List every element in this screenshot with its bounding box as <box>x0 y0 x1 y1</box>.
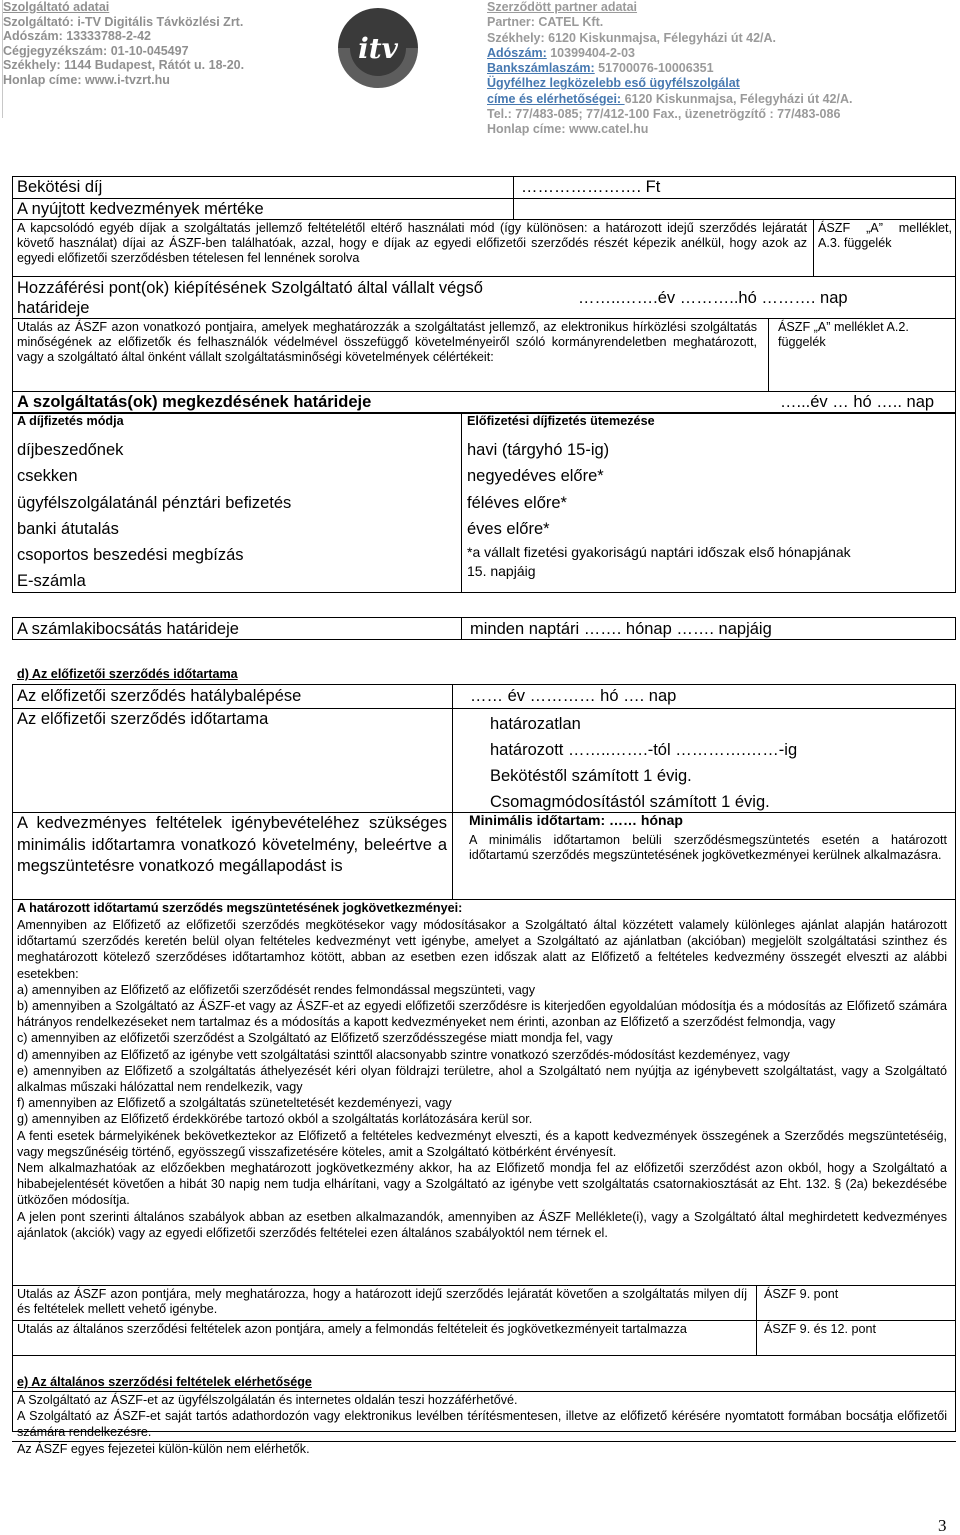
provider-web-label: Honlap címe: <box>3 72 85 87</box>
payment-method-item: ügyfélszolgálatánál pénztári befizetés <box>17 493 292 512</box>
availability-body <box>17 1392 947 1457</box>
partner-web: www.catel.hu <box>568 122 649 137</box>
connection-fee-value: …………………. Ft <box>521 178 661 196</box>
contract-effective-label: Az előfizetői szerződés hatálybalépése <box>17 687 302 705</box>
consequence-case: c) amennyiben az előfizetői szerződést a Szolgáltató az Előfizető szerződésszegése miatt mondja fel, vagy <box>17 1031 613 1046</box>
col-divider <box>756 1285 757 1355</box>
duration-from-package: Csomagmódosítástól számított 1 évig. <box>490 793 770 811</box>
service-start-label: A szolgáltatás(ok) megkezdésének határideje <box>17 393 372 411</box>
partner-name-label: Partner: <box>487 15 539 30</box>
partner-bank-label: Bankszámlaszám: <box>487 61 595 76</box>
col-divider <box>768 318 769 391</box>
consequence-case: b) amennyiben a Szolgáltató az ÁSZF-et vagy az ÁSZF-et az egyedi előfizetői szerződésre is kiterjedően egyoldalúan módosítja és a módosítás az Előfizető számára hátrányos rendelkezéseket nem tartalmaz és a módosítás a kapott kedvezményeket nem érinti, azonban az Előfizető a szerződést felmondja, vagy <box>17 999 947 1030</box>
minimum-term-value: Minimális időtartam: …… hónap <box>469 812 683 828</box>
invoice-deadline-value: minden naptári ……. hónap ……. napjáig <box>470 620 772 638</box>
access-deadline-label: Hozzáférési pont(ok) kiépítésének Szolgáltató által vállalt végső határideje <box>17 279 483 317</box>
quality-requirements-text: Utalás az ÁSZF azon vonatkozó pontjaira, amelyek meghatározzák a szolgáltatást jellemző, az elektronikus hírközlési szolgáltatás minőségének az előfizetők és felhasználók védelmével összefüggő követelményeiről szóló kormányrendeletben meghatározott, vagy a szolgáltató által önként vállalt szolgáltatásminőségi követelmények célértékeit: <box>17 320 757 365</box>
partner-bank: 51700076-10006351 <box>594 61 714 76</box>
payment-schedule-item: negyedéves előre* <box>467 467 604 486</box>
availability-line: A Szolgáltató az ÁSZF-et az ügyfélszolgálatán és internetes oldalán teszi hozzáférhetővé. <box>17 1393 518 1407</box>
termination-reference-text: Utalás az általános szerződési feltételek azon pontjára, amely a felmondás feltételeit és jogkövetkezményeit tartalmazza <box>17 1322 687 1336</box>
consequences-body <box>17 917 947 1241</box>
payment-method-header: A díjfizetés módja <box>17 414 124 428</box>
provider-reg: 01-10-045497 <box>110 43 189 58</box>
partner-title: Szerződött partner adatai <box>487 0 638 14</box>
page-number: 3 <box>938 1516 947 1535</box>
payment-method-item: E-számla <box>17 572 86 591</box>
col-divider <box>513 176 514 219</box>
payment-schedule-item: havi (tárgyhó 15-ig) <box>467 441 610 459</box>
payment-schedule-note: *a vállalt fizetési gyakoriságú naptári időszak első hónapjának 15. napjáig <box>467 544 851 579</box>
consequence-case: g) amennyiben az Előfizető érdekkörébe tartozó okból a szolgáltatás korlátozására kerül sor. <box>17 1112 533 1127</box>
minimum-term-text: A minimális időtartamon belüli szerződésmegszüntetés esetén a határozott időtartamú szerződés megszüntetésének jogkövetkezményei kerülnek alkalmazásra. <box>469 833 947 863</box>
payment-methods-list <box>17 437 291 595</box>
partner-block <box>487 0 957 138</box>
provider-title: Szolgáltató adatai <box>3 0 110 14</box>
service-start-value: …...év … hó ….. nap <box>780 393 935 411</box>
provider-tax: 13333788-2-42 <box>66 29 151 43</box>
availability-line: A Szolgáltató az ÁSZF-et saját tartós adathordozón vagy elektronikus levélben térítésmentesen, illetve az előfizető kérésére nyomtatott formában bocsátja előfizetői számára rendelkezésre. <box>17 1409 947 1439</box>
col-divider <box>452 684 453 899</box>
consequences-title: A határozott időtartamú szerződés megszüntetésének jogkövetkezményei: <box>17 901 463 915</box>
payment-method-item: banki átutalás <box>17 519 119 538</box>
duration-indefinite: határozatlan <box>490 715 581 733</box>
provider-tax-label: Adószám: <box>3 29 67 43</box>
provider-reg-label: Cégjegyzékszám: <box>3 43 111 58</box>
partner-web-label: Honlap címe: <box>487 122 569 137</box>
provider-seat: 1144 Budapest, Rátót u. 18-20. <box>64 58 245 72</box>
itv-logo <box>336 6 420 90</box>
row-divider <box>12 219 956 220</box>
payment-schedule-item: féléves előre* <box>467 493 567 512</box>
consequences-paragraph: A jelen pont szerinti általános szabályok abban az esetben alkalmazandók, amennyiben az ÁSZF Melléklete(i), vagy a Szolgáltató által meghirdetett kedvezményes ajánlatok (akciók) vagy az egyedi előfizetői szerződés feltételei ezen általános szabályoktól nem térnek el. <box>17 1209 947 1240</box>
expiry-reference-text: Utalás az ÁSZF azon pontjára, mely meghatározza, hogy a határozott idejű szerződés lejáratát követően a szolgáltatás milyen díj és feltételek mellett vehető igénybe. <box>17 1287 747 1317</box>
provider-web: www.i-tvzrt.hu <box>84 72 170 87</box>
col-divider <box>813 219 814 276</box>
payment-method-item: csoportos beszedési megbízás <box>17 546 244 565</box>
access-deadline-value: ……..…….év ………..hó ………. nap <box>578 289 848 307</box>
provider-seat-label: Székhely: <box>3 58 65 72</box>
discount-label: A nyújtott kedvezmények mértéke <box>17 200 264 218</box>
partner-tax: 10399404-2-03 <box>546 45 636 60</box>
provider-name-label: Szolgáltató: <box>3 14 78 29</box>
consequences-paragraph: Nem alkalmazhatóak az előzőekben meghatározott jogkövetkezmény akkor, ha az Előfizető mondja fel az előfizetői szerződést azon okból, hogy a Szolgáltató a hibabejelentését követően a hibát 30 napig nem tudja elhárítani, vagy a Szolgáltató az igénybe vett szolgáltatás csatornakiosztását az Eht. 132. § (2a) bekezdésébe ütközően módosítja. <box>17 1161 947 1208</box>
partner-phone: Tel.: 77/483-085; 77/412-100 Fax., üzenetrögzítő : 77/483-086 <box>487 107 841 122</box>
logo-text: itv <box>358 32 398 65</box>
connection-fee-label: Bekötési díj <box>17 178 103 196</box>
provider-name: i-TV Digitális Távközlési Zrt. <box>77 14 244 29</box>
row-divider <box>12 1285 956 1286</box>
availability-line: Az ÁSZF egyes fejezetei külön-külön nem elérhetők. <box>17 1442 310 1456</box>
consequences-paragraph: A fenti esetek bármelyikének bekövetkeztekor az Előfizető a feltételes kedvezményt elveszti, és a kapott kedvezmények összegének a Szerződés megszüntetéséig, vagy megszűnéséig történő, egyösszegű visszafizetésére köteles, amit a Szolgáltató kötbérként érvényesít. <box>17 1128 947 1159</box>
quality-requirements-ref: ÁSZF „A” melléklet A.2. függelék <box>778 320 909 350</box>
contract-duration-label: Az előfizetői szerződés időtartama <box>17 710 269 728</box>
other-fees-ref: ÁSZF „A” melléklet, A.3. függelék <box>818 221 952 251</box>
consequence-case: d) amennyiben az Előfizető az igénybe vett szolgáltatási szinttől alacsonyabb szintre vonatkozó szerződés-módosítást kezdeményez, vagy <box>17 1047 790 1062</box>
contract-term-section-title: d) Az előfizetői szerződés időtartama <box>17 667 238 681</box>
partner-tax-label: Adószám: <box>487 45 547 60</box>
partner-service-line1: Ügyfélhez legközelebb eső ügyfélszolgálat <box>487 76 740 91</box>
contract-duration-options <box>490 711 797 815</box>
consequence-case: a) amennyiben az Előfizető az előfizetői szerződését rendes felmondással megszünteti, vagy <box>17 982 536 997</box>
other-fees-text: A kapcsolódó egyéb díjak a szolgáltatás jellemző feltételétől eltérő használati mód (így különösen: a határozott idejű szerződés lejáratát követő használat) díjai az ÁSZF-ben találhatóak, azzal, hogy e díjak az egyedi előfizetői szerződés részét képezik anélkül, hogy azok az egyedi előfizetői szerződésben tételesen fel lennének sorolva <box>17 221 807 266</box>
partner-seat-label: Székhely: <box>487 30 549 45</box>
invoice-deadline-label: A számlakibocsátás határideje <box>17 620 239 638</box>
row-divider <box>12 1355 956 1356</box>
payment-schedule-item: éves előre* <box>467 519 550 538</box>
payment-method-item: díjbeszedőnek <box>17 441 124 459</box>
partner-service-label: címe és elérhetőségei: <box>487 91 625 106</box>
duration-from-connection: Bekötéstől számított 1 évig. <box>490 767 692 785</box>
partner-seat: 6120 Kiskunmajsa, Félegyházi út 42/A. <box>548 30 777 45</box>
row-divider <box>12 318 956 319</box>
row-divider <box>12 899 956 900</box>
consequences-intro: Amennyiben az Előfizető az előfizetői szerződés megkötésekor vagy módosításakor a Szolgáltató által közzétett valamely különleges ajánlat alapján határozott időtartamú szerződés keretén belül olyan feltételes kedvezményt vett igénybe, amelyet a Szolgáltató az ajánlatban (akcióban) megjelölt szolgáltatási szinthez és meghatározott kötelező szerződéses időtartamhoz kötött, abban az esetben ezen időszak alatt az Előfizető a feltételes kedvezmény összegét elveszti az alábbi esetekben: <box>17 918 947 981</box>
row-divider <box>12 1320 956 1321</box>
payment-method-item: csekken <box>17 467 78 486</box>
partner-name: CATEL Kft. <box>538 15 604 30</box>
partner-service-address: 6120 Kiskunmajsa, Félegyházi út 42/A. <box>624 91 853 106</box>
provider-block <box>3 0 333 87</box>
availability-section-title: e) Az általános szerződési feltételek elérhetősége <box>17 1375 312 1389</box>
minimum-term-label: A kedvezményes feltételek igénybevételéhez szükséges minimális időtartamra vonatkozó követelmény, beleértve a megszüntetésre vonatkozó megállapodást is <box>17 814 447 875</box>
col-divider <box>461 617 462 640</box>
duration-fixed: határozott ……..…….-tól ………….……-ig <box>490 741 798 759</box>
payment-schedule-list <box>467 437 609 542</box>
row-divider <box>12 276 956 277</box>
payment-schedule-header: Előfizetési díjfizetés ütemezése <box>467 414 655 428</box>
contract-effective-value: …… év ………… hó …. nap <box>470 687 677 705</box>
col-divider <box>461 413 462 593</box>
termination-reference-value: ÁSZF 9. és 12. pont <box>764 1322 877 1336</box>
expiry-reference-value: ÁSZF 9. pont <box>764 1287 839 1301</box>
consequence-case: f) amennyiben az Előfizető a szolgáltatás szüneteltetését kezdeményezi, vagy <box>17 1096 452 1111</box>
consequence-case: e) amennyiben az Előfizető a szolgáltatás áthelyezését kéri olyan földrajzi területre, ahol a Szolgáltató nem nyújtja az igénybevett szolgáltatást, vagy a Szolgáltató alkalmas műszaki hálózattal nem rendelkezik, vagy <box>17 1063 947 1095</box>
